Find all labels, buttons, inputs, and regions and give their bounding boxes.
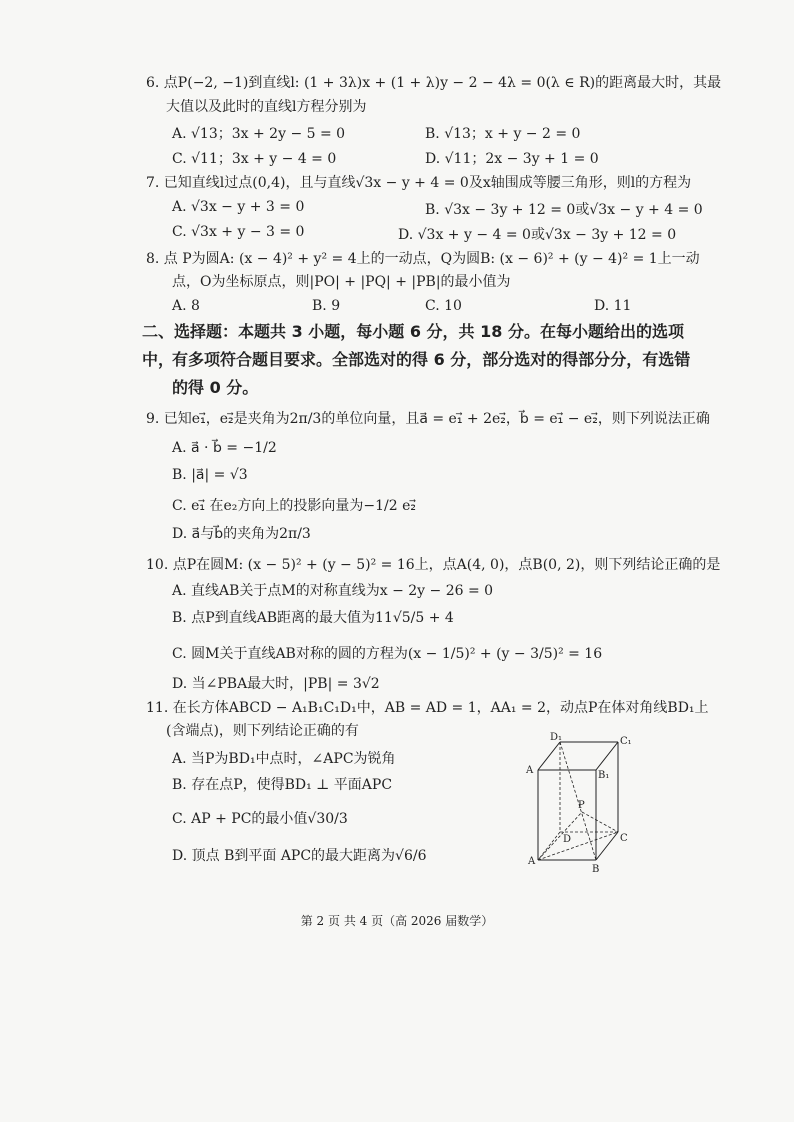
q11-stem-line2: (含端点)，则下列结论正确的有 [166,723,359,739]
q11-stem-line1: 11. 在长方体ABCD − A₁B₁C₁D₁中，AB = AD = 1，AA₁ = 2，动点P在体对角线BD₁上 [146,700,709,716]
q10-option-a: A. 直线AB关于点M的对称直线为x − 2y − 26 = 0 [172,583,494,599]
label-b1: B₁ [598,770,610,781]
q11-option-b: B. 存在点P，使得BD₁ ⊥ 平面APC [172,777,393,793]
label-c1: C₁ [620,736,632,747]
section-2-line2: 有多项符合题目要求。全部选对的得 6 分，部分选对的得部分分，有选错 [172,350,691,369]
q8-option-a: A. 8 [172,298,200,314]
label-b: B [592,864,600,875]
q11-option-c: C. AP + PC的最小值√30/3 [172,811,348,827]
q8-option-c: C. 10 [425,298,462,314]
q9-option-d: D. a⃗与b⃗的夹角为2π/3 [172,526,311,542]
q6-option-d: D. √11；2x − 3y + 1 = 0 [425,151,599,167]
label-d1: D₁ [550,732,563,743]
q6-option-c: C. √11；3x + y − 4 = 0 [172,151,337,167]
page-footer: 第 2 页 共 4 页（高 2026 届数学） [300,914,494,928]
label-d: D [563,834,572,845]
q6-option-a: A. √13；3x + 2y − 5 = 0 [172,126,346,142]
q11-option-d: D. 顶点 B到平面 APC的最大距离为√6/6 [172,848,427,864]
q8-stem-line1: 8. 点 P为圆A: (x − 4)² + y² = 4上的一动点，Q为圆B: (x − 6)² + (y − 4)² = 1上一动 [146,251,700,267]
q11-option-a: A. 当P为BD₁中点时，∠APC为锐角 [172,751,396,767]
q9-option-c: C. e₁⃗ 在e₂方向上的投影向量为−1/2 e₂⃗ [172,498,416,514]
q10-option-c: C. 圆M关于直线AB对称的圆的方程为(x − 1/5)² + (y − 3/5)² = 16 [172,646,603,662]
label-a: A [528,856,536,867]
q6-option-b: B. √13；x + y − 2 = 0 [425,126,581,142]
q6-stem-line1: 6. 点P(−2, −1)到直线l: (1 + 3λ)x + (1 + λ)y − 2 − 4λ = 0(λ ∈ R)的距离最大时，其最 [146,75,722,91]
q9-stem-line1: 9. 已知e₁⃗，e₂⃗是夹角为2π/3的单位向量，且a⃗ = e₁⃗ + 2e₂⃗，b⃗ = e₁⃗ − e₂⃗，则下列说法正确 [146,411,710,427]
section-2-line3: 的得 0 分。 [172,378,259,397]
q7-option-c: C. √3x + y − 3 = 0 [172,224,305,240]
q10-option-b: B. 点P到直线AB距离的最大值为11√5/5 + 4 [172,610,454,626]
label-c: C [620,833,628,844]
q8-stem-line2: 点，O为坐标原点，则|PO| + |PQ| + |PB|的最小值为 [172,274,511,290]
cuboid-figure [520,728,640,876]
q9-option-b: B. |a⃗| = √3 [172,467,248,483]
q10-stem-line1: 10. 点P在圆M: (x − 5)² + (y − 5)² = 16上，点A(4, 0)，点B(0, 2)，则下列结论正确的是 [146,557,721,573]
q7-option-d: D. √3x + y − 4 = 0或√3x − 3y + 12 = 0 [398,227,677,243]
label-p: P [578,800,585,811]
q8-option-b: B. 9 [312,298,341,314]
section-2-line1: 二、选择题：本题共 3 小题，每小题 6 分，共 18 分。在每小题给出的选项中， [142,322,684,369]
q7-stem-line1: 7. 已知直线l过点(0,4)，且与直线√3x − y + 4 = 0及x轴围成等腰三角形，则l的方程为 [146,175,692,191]
q7-option-b: B. √3x − 3y + 12 = 0或√3x − y + 4 = 0 [425,202,703,218]
q8-option-d: D. 11 [594,298,632,314]
q9-option-a: A. a⃗ · b⃗ = −1/2 [172,440,277,456]
q6-stem-line2: 大值以及此时的直线l方程分别为 [166,99,367,115]
label-a1: A [526,765,534,776]
q7-option-a: A. √3x − y + 3 = 0 [172,199,305,215]
q10-option-d: D. 当∠PBA最大时，|PB| = 3√2 [172,676,380,692]
